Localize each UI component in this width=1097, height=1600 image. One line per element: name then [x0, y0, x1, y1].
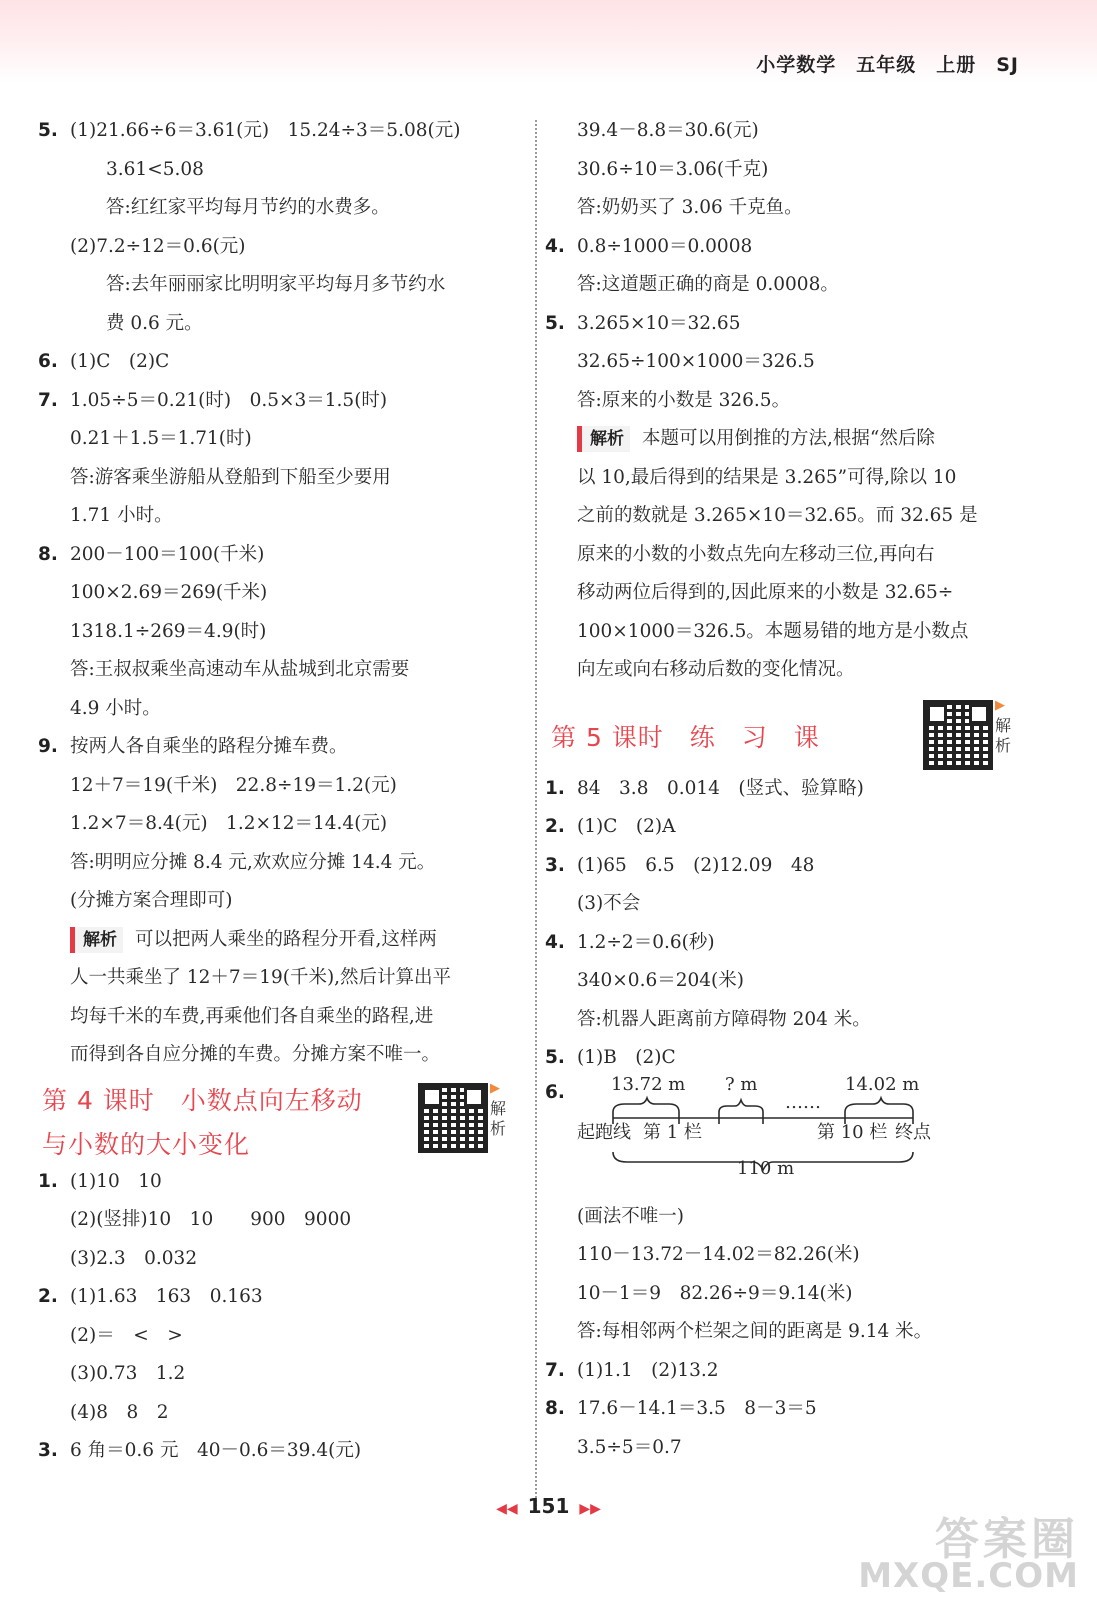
question-number: 5.: [545, 1047, 565, 1068]
answer-line: 1.2×7＝8.4(元) 1.2×12＝14.4(元): [70, 813, 388, 834]
play-icon: ▶: [490, 1080, 500, 1096]
answer-line: 32.65÷100×1000＝326.5: [577, 351, 815, 372]
question-number: 1.: [545, 777, 565, 799]
hurdle-1-label: 第 1 栏: [643, 1121, 702, 1143]
page-footer: [0, 1494, 1097, 1518]
answer-line: 30.6÷10＝3.06(千克): [577, 158, 769, 180]
answer-line: 12＋7＝19(千米) 22.8÷19＝1.2(元): [70, 774, 397, 796]
qr-label: ▶ 解析: [995, 696, 1015, 756]
analysis-line: 之前的数就是 3.265×10＝32.65。而 32.65 是: [577, 505, 978, 526]
analysis-tag: 解析: [577, 426, 630, 452]
hurdle-diagram: [545, 1073, 1025, 1198]
answer-line: 答:红红家平均每月节约的水费多。: [106, 197, 390, 218]
question-number: 4.: [545, 931, 565, 953]
question-number: 9.: [38, 736, 58, 757]
qr-label: ▶ 解析: [490, 1079, 510, 1139]
answer-line: 答:原来的小数是 326.5。: [577, 389, 791, 411]
answer-line: 1.71 小时。: [70, 505, 173, 526]
answer-line: 3.61<5.08: [106, 158, 204, 180]
question-number: 4.: [545, 235, 565, 257]
answer-line: 3. (1)65 6.5 (2)12.09 48: [545, 847, 1025, 886]
analysis-line: 100×1000＝326.5。本题易错的地方是小数点: [577, 620, 969, 642]
answer-line: 5. (1)21.66÷6＝3.61(元) 15.24÷3＝5.08(元): [38, 112, 518, 151]
answer-line: (画法不唯一): [577, 1205, 684, 1227]
analysis-line: 解析 可以把两人乘坐的路程分开看,这样两: [38, 921, 518, 960]
answer-line: 10－1＝9 82.26÷9＝9.14(米): [577, 1282, 853, 1304]
right-column: [545, 112, 1025, 1467]
answer-line: 340×0.6＝204(米): [577, 970, 744, 991]
question-number: 7.: [38, 389, 58, 411]
answer-line: 答:奶奶买了 3.06 千克鱼。: [577, 197, 803, 218]
answer-line: 1318.1÷269＝4.9(时): [70, 620, 267, 642]
analysis-line: 而得到各自应分摊的车费。分摊方案不唯一。: [70, 1044, 441, 1065]
analysis-tag: 解析: [70, 927, 123, 953]
answer-line: 答:这道题正确的商是 0.0008。: [577, 274, 839, 295]
answer-line: 答:去年丽丽家比明明家平均每月多节约水: [106, 274, 446, 295]
answer-line: (3)不会: [577, 893, 641, 914]
answer-line: 8. 200－100＝100(千米): [38, 536, 518, 575]
question-number: 8.: [38, 543, 58, 565]
question-number: 5.: [545, 312, 565, 334]
watermark-logo: 答案圈 MXQE.COM: [858, 1514, 1079, 1596]
ellipsis-label: ……: [785, 1091, 821, 1113]
answer-line: 费 0.6 元。: [106, 312, 203, 334]
brace-3: [845, 1098, 913, 1112]
answer-line: 5. 3.265×10＝32.65: [545, 305, 1025, 344]
question-number: 5.: [38, 120, 58, 141]
answer-line: 8. 17.6－14.1＝3.5 8－3＝5: [545, 1390, 1025, 1429]
answer-line: (4)8 8 2: [70, 1401, 169, 1423]
answer-line: 4. 1.2÷2＝0.6(秒): [545, 924, 1025, 963]
book-title: 小学数学 五年级 上册 SJ: [756, 54, 1019, 76]
answer-line: 2. (1)C (2)A: [545, 808, 1025, 847]
question-number: 8.: [545, 1398, 565, 1419]
answer-line: (2)7.2÷12＝0.6(元): [70, 235, 246, 257]
lesson-5-heading: [545, 690, 1025, 770]
answer-line: 答:王叔叔乘坐高速动车从盐城到北京需要: [70, 659, 410, 680]
end-label: 终点: [895, 1121, 931, 1143]
answer-line: 100×2.69＝269(千米): [70, 582, 268, 603]
start-label: 起跑线: [577, 1121, 631, 1143]
question-number: 3.: [38, 1440, 58, 1461]
answer-line: 2. (1)1.63 163 0.163: [38, 1278, 518, 1317]
answer-line: 4.9 小时。: [70, 697, 161, 719]
answer-line: (2)＝ < >: [70, 1324, 183, 1346]
analysis-line: 以 10,最后得到的结果是 3.265”可得,除以 10: [577, 466, 957, 488]
next-arrow-icon[interactable]: ▶▶: [579, 1501, 601, 1517]
answer-line: 9. 按两人各自乘坐的路程分摊车费。: [38, 728, 518, 767]
page-number: 151: [527, 1494, 570, 1518]
hurdle-10-label: 第 10 栏: [817, 1121, 888, 1143]
question-number: 6.: [545, 1081, 565, 1103]
question-number: 2.: [545, 816, 565, 837]
left-column: [38, 112, 518, 1471]
segment-label-unknown: ? m: [725, 1073, 758, 1095]
brace-2: [719, 1100, 763, 1112]
analysis-line: 解析 本题可以用倒推的方法,根据“然后除: [545, 420, 1025, 459]
qr-code-icon[interactable]: [418, 1083, 488, 1153]
answer-line: 3. 6 角＝0.6 元 40－0.6＝39.4(元): [38, 1432, 518, 1471]
analysis-line: 原来的小数的小数点先向左移动三位,再向右: [577, 543, 935, 565]
analysis-line: 人一共乘坐了 12＋7＝19(千米),然后计算出平: [70, 967, 452, 988]
question-number: 1.: [38, 1170, 58, 1192]
segment-label-first: 13.72 m: [611, 1073, 686, 1095]
segment-label-last: 14.02 m: [845, 1073, 920, 1095]
lesson-4-heading: [38, 1075, 518, 1163]
question-number: 2.: [38, 1286, 58, 1307]
answer-line: 5. (1)B (2)C: [545, 1039, 1025, 1078]
brace-1: [613, 1098, 679, 1112]
answer-line: 答:明明应分摊 8.4 元,欢欢应分摊 14.4 元。: [70, 851, 436, 873]
answer-line: 1. (1)10 10: [38, 1163, 518, 1202]
answer-line: 7. 1.05÷5＝0.21(时) 0.5×3＝1.5(时): [38, 382, 518, 421]
answer-line: (3)0.73 1.2: [70, 1363, 186, 1384]
question-number: 3.: [545, 854, 565, 876]
column-divider: [535, 120, 537, 1510]
answer-line: 7. (1)1.1 (2)13.2: [545, 1352, 1025, 1391]
lesson-title: 第 4 课时 小数点向左移动: [42, 1085, 363, 1115]
answer-line: (分摊方案合理即可): [70, 890, 233, 911]
answer-line: 3.5÷5＝0.7: [577, 1436, 682, 1458]
answer-line: 答:游客乘坐游船从登船到下船至少要用: [70, 466, 391, 488]
question-number: 6.: [38, 351, 58, 372]
answer-line: 4. 0.8÷1000＝0.0008: [545, 228, 1025, 267]
answer-line: 110－13.72－14.02＝82.26(米): [577, 1244, 860, 1265]
analysis-line: 移动两位后得到的,因此原来的小数是 32.65÷: [577, 582, 954, 603]
answer-line: 6. (1)C (2)C: [38, 343, 518, 382]
answer-line: 0.21＋1.5＝1.71(时): [70, 428, 252, 449]
question-number: 7.: [545, 1359, 565, 1381]
lesson-title: 第 5 课时 练 习 课: [551, 722, 820, 752]
play-icon: ▶: [995, 697, 1005, 713]
total-length-label: 110 m: [737, 1157, 795, 1179]
lesson-title: 与小数的大小变化: [42, 1129, 251, 1159]
answer-line: 答:每相邻两个栏架之间的距离是 9.14 米。: [577, 1321, 933, 1342]
analysis-line: 向左或向右移动后数的变化情况。: [577, 659, 855, 680]
prev-arrow-icon[interactable]: ◀◀: [496, 1501, 518, 1517]
answer-line: 1. 84 3.8 0.014 (竖式、验算略): [545, 770, 1025, 809]
answer-line: 答:机器人距离前方障碍物 204 米。: [577, 1008, 871, 1030]
qr-code-icon[interactable]: [923, 700, 993, 770]
analysis-line: 均每千米的车费,再乘他们各自乘坐的路程,进: [70, 1005, 434, 1027]
answer-line: (3)2.3 0.032: [70, 1247, 198, 1269]
answer-line: 39.4－8.8＝30.6(元): [577, 120, 759, 141]
answer-line: (2)(竖排)10 10 900 9000: [70, 1209, 352, 1230]
